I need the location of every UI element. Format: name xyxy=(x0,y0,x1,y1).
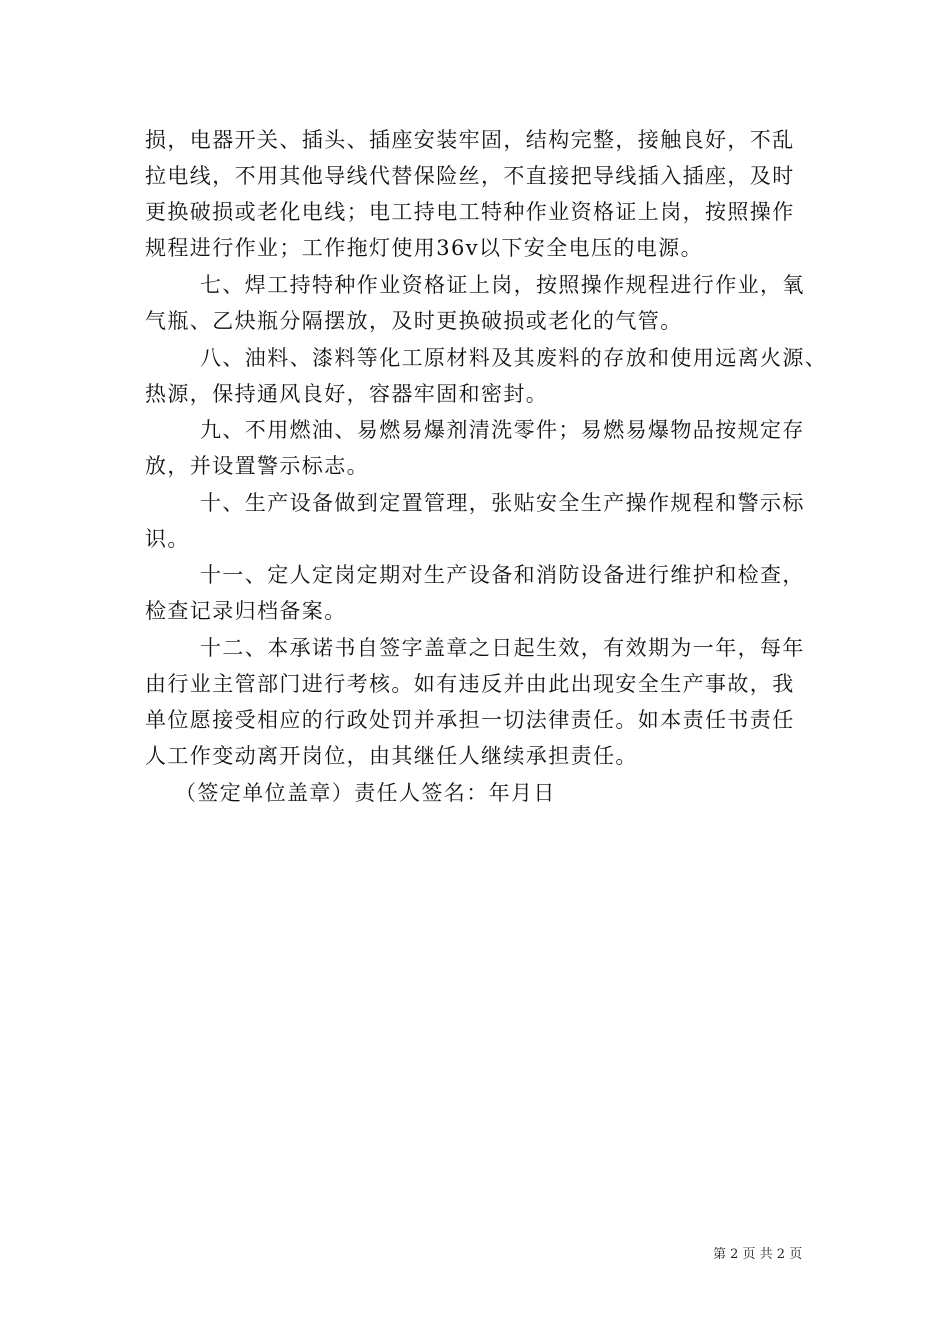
paragraph-line: 气瓶、乙炔瓶分隔摆放，及时更换破损或老化的气管。 xyxy=(145,309,683,333)
paragraph-line: 八、油料、漆料等化工原材料及其废料的存放和使用远离火源、 xyxy=(200,346,828,370)
paragraph-line: 识。 xyxy=(145,527,190,551)
paragraph-line: 十、生产设备做到定置管理，张贴安全生产操作规程和警示标 xyxy=(200,491,805,515)
signature-line: （签定单位盖章）责任人签名：年月日 xyxy=(175,781,556,805)
page-number: 第 2 页 共 2 页 xyxy=(713,1247,803,1262)
paragraph-line: 拉电线，不用其他导线代替保险丝，不直接把导线插入插座，及时 xyxy=(145,164,795,188)
paragraph-line: 单位愿接受相应的行政处罚并承担一切法律责任。如本责任书责任 xyxy=(145,708,795,732)
paragraph-line: 九、不用燃油、易燃易爆剂清洗零件；易燃易爆物品按规定存 xyxy=(200,418,805,442)
paragraph-line: 七、焊工持特种作业资格证上岗，按照操作规程进行作业，氧 xyxy=(200,273,805,297)
paragraph-line: 十二、本承诺书自签字盖章之日起生效，有效期为一年，每年 xyxy=(200,636,805,660)
paragraph-line: 热源，保持通风良好，容器牢固和密封。 xyxy=(145,382,549,406)
paragraph-line: 损，电器开关、插头、插座安装牢固，结构完整，接触良好，不乱 xyxy=(145,128,795,152)
paragraph-line: 人工作变动离开岗位，由其继任人继续承担责任。 xyxy=(145,744,638,768)
paragraph-line: 规程进行作业；工作拖灯使用36v以下安全电压的电源。 xyxy=(145,236,703,260)
paragraph-line: 十一、定人定岗定期对生产设备和消防设备进行维护和检查， xyxy=(200,563,805,587)
paragraph-line: 放，并设置警示标志。 xyxy=(145,454,369,478)
paragraph-line: 检查记录归档备案。 xyxy=(145,599,347,623)
paragraph-line: 由行业主管部门进行考核。如有违反并由此出现安全生产事故，我 xyxy=(145,672,795,696)
paragraph-line: 更换破损或老化电线；电工持电工特种作业资格证上岗，按照操作 xyxy=(145,200,795,224)
